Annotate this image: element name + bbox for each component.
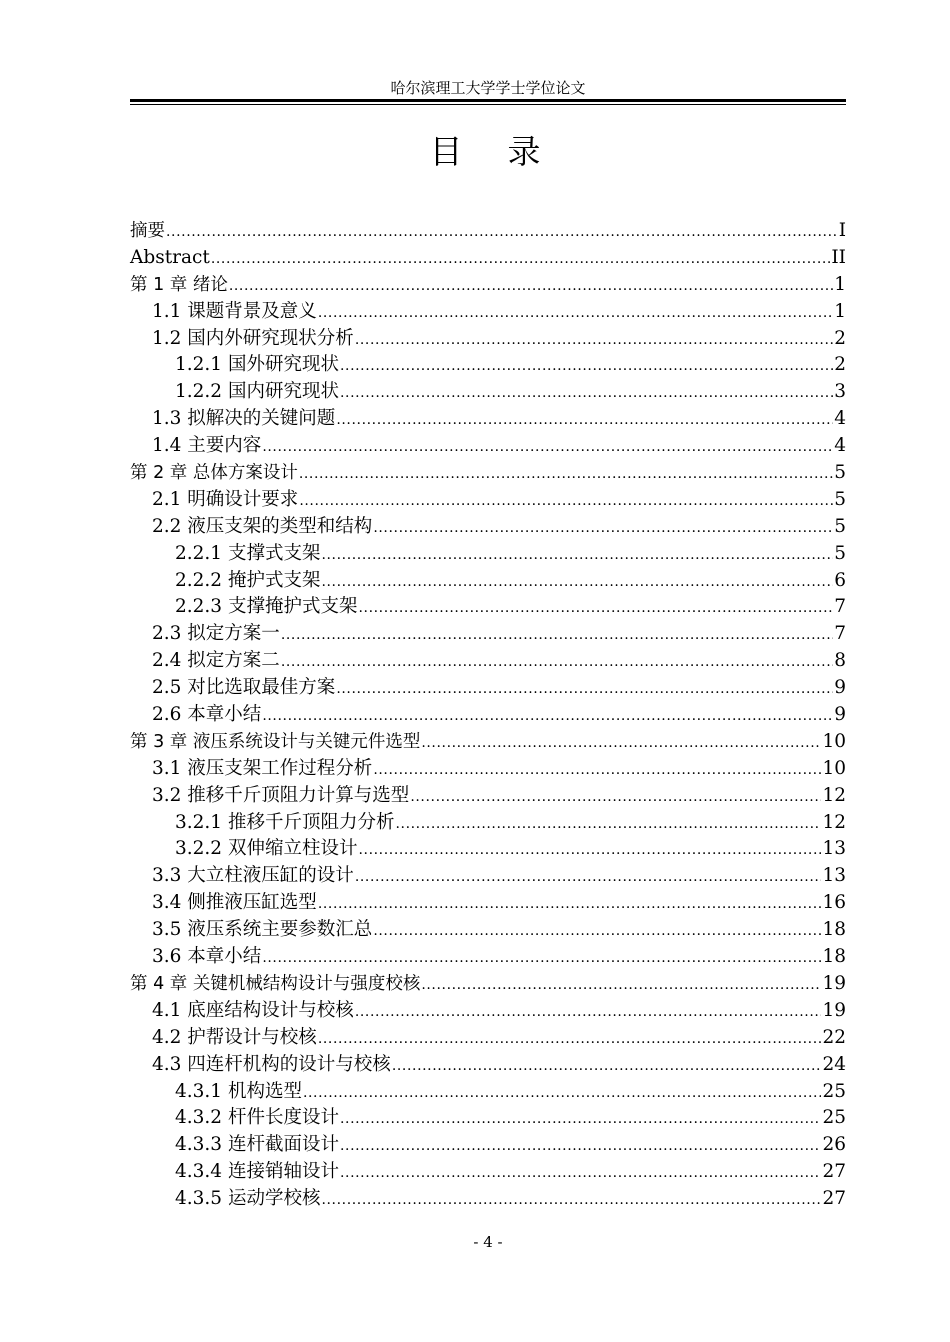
toc-dot-leader <box>358 599 833 617</box>
toc-entry[interactable] <box>130 1132 846 1159</box>
toc-entry-label: 3.3 大立柱液压缸的设计 <box>152 865 354 887</box>
toc-dot-leader <box>211 250 831 268</box>
toc-entry[interactable] <box>130 1025 846 1052</box>
toc-entry-page: 18 <box>822 946 846 968</box>
toc-entry-label: 4.2 护帮设计与校核 <box>152 1026 317 1048</box>
toc-dot-leader <box>321 546 833 564</box>
toc-entry-page: 27 <box>822 1188 846 1210</box>
toc-entry-label: 1.2.2 国内研究现状 <box>175 381 339 403</box>
toc-dot-leader <box>392 1057 822 1075</box>
toc-entry-label: 4.3.5 运动学校核 <box>175 1188 321 1210</box>
toc-dot-leader <box>340 357 833 375</box>
toc-entry-page: 9 <box>834 677 846 699</box>
toc-entry[interactable] <box>130 863 846 890</box>
toc-entry[interactable] <box>130 352 846 379</box>
toc-entry-page: 27 <box>822 1161 846 1183</box>
toc-entry[interactable] <box>130 621 846 648</box>
toc-entry-label: 4.3.1 机构选型 <box>175 1080 302 1102</box>
toc-entry-page: 26 <box>822 1134 846 1156</box>
toc-entry-page: 19 <box>822 999 846 1021</box>
toc-entry[interactable] <box>130 326 846 353</box>
toc-entry-label: 4.3.2 杆件长度设计 <box>175 1107 339 1129</box>
toc-entry-label: Abstract <box>130 246 210 268</box>
toc-dot-leader <box>299 465 833 483</box>
toc-dot-leader <box>318 895 822 913</box>
toc-entry[interactable] <box>130 756 846 783</box>
running-header: 哈尔滨理工大学学士学位论文 <box>390 79 586 97</box>
toc-entry-label: 3.2 推移千斤顶阻力计算与选型 <box>152 784 410 806</box>
toc-entry-page: 25 <box>822 1107 846 1129</box>
toc-entry-label: 3.4 侧推液压缸选型 <box>152 892 317 914</box>
header-rule-thick <box>130 99 846 102</box>
toc-entry-page: 5 <box>834 462 846 484</box>
toc-entry-label: 4.3 四连杆机构的设计与校核 <box>152 1053 391 1075</box>
toc-dot-leader <box>395 815 821 833</box>
toc-dot-leader <box>340 1137 821 1155</box>
toc-dot-leader <box>355 1003 822 1021</box>
toc-entry-label: 3.6 本章小结 <box>152 946 262 968</box>
toc-entry-label: 2.2.3 支撑掩护式支架 <box>175 596 358 618</box>
toc-dot-leader <box>262 707 833 725</box>
toc-entry-label: 1.4 主要内容 <box>152 435 262 457</box>
toc-entry-page: 3 <box>834 381 846 403</box>
toc-entry-label: 1.2 国内外研究现状分析 <box>152 327 354 349</box>
table-of-contents <box>130 218 846 1213</box>
toc-dot-leader <box>373 519 833 537</box>
toc-entry[interactable] <box>130 568 846 595</box>
toc-entry-label: 第 3 章 液压系统设计与关键元件选型 <box>130 731 421 752</box>
toc-dot-leader <box>340 384 833 402</box>
toc-entry[interactable] <box>130 1079 846 1106</box>
toc-entry-page: 9 <box>834 704 846 726</box>
toc-entry-label: 摘要 <box>130 221 165 241</box>
toc-entry-page: 8 <box>834 650 846 672</box>
toc-entry-page: 25 <box>822 1080 846 1102</box>
toc-dot-leader <box>281 626 833 644</box>
page-number: - 4 - <box>473 1233 503 1251</box>
toc-dot-leader <box>299 492 833 510</box>
toc-entry-page: 5 <box>834 488 846 510</box>
toc-dot-leader <box>355 868 822 886</box>
toc-entry[interactable] <box>130 729 846 756</box>
toc-entry-page: 6 <box>834 569 846 591</box>
toc-entry[interactable] <box>130 810 846 837</box>
toc-dot-leader <box>262 949 821 967</box>
toc-entry[interactable] <box>130 299 846 326</box>
toc-dot-leader <box>373 922 821 940</box>
toc-entry[interactable] <box>130 1186 846 1213</box>
toc-entry-label: 2.1 明确设计要求 <box>152 488 299 510</box>
toc-dot-leader <box>421 734 821 752</box>
toc-dot-leader <box>166 223 838 241</box>
toc-entry-page: 2 <box>834 327 846 349</box>
toc-entry[interactable] <box>130 460 846 487</box>
toc-entry-label: 3.1 液压支架工作过程分析 <box>152 757 373 779</box>
toc-entry-page: 4 <box>834 408 846 430</box>
toc-entry-label: 第 4 章 关键机械结构设计与强度校核 <box>130 973 421 994</box>
toc-entry-label: 1.2.1 国外研究现状 <box>175 354 339 376</box>
toc-entry-label: 2.3 拟定方案一 <box>152 623 280 645</box>
toc-entry-label: 1.3 拟解决的关键问题 <box>152 408 336 430</box>
toc-entry-page: 10 <box>822 757 846 779</box>
toc-entry-page: 2 <box>834 354 846 376</box>
toc-entry-page: 24 <box>822 1053 846 1075</box>
toc-entry[interactable] <box>130 971 846 998</box>
toc-dot-leader <box>321 1191 821 1209</box>
toc-entry-page: II <box>831 246 846 268</box>
toc-entry[interactable] <box>130 1052 846 1079</box>
toc-dot-leader <box>281 653 833 671</box>
toc-entry-label: 第 1 章 绪论 <box>130 274 228 295</box>
toc-entry-page: 12 <box>822 811 846 833</box>
toc-entry-label: 2.5 对比选取最佳方案 <box>152 677 336 699</box>
toc-entry-label: 2.2 液压支架的类型和结构 <box>152 515 373 537</box>
toc-dot-leader <box>340 1110 821 1128</box>
toc-entry-page: 10 <box>822 730 846 752</box>
toc-dot-leader <box>303 1084 822 1102</box>
toc-dot-leader <box>318 304 833 322</box>
toc-dot-leader <box>262 438 833 456</box>
toc-entry[interactable] <box>130 1159 846 1186</box>
toc-dot-leader <box>321 573 833 591</box>
toc-entry[interactable] <box>130 917 846 944</box>
toc-entry-label: 3.2.1 推移千斤顶阻力分析 <box>175 811 395 833</box>
toc-entry-page: 13 <box>822 865 846 887</box>
toc-entry-page: 4 <box>834 435 846 457</box>
toc-entry-label: 3.5 液压系统主要参数汇总 <box>152 919 373 941</box>
toc-entry-page: 13 <box>822 838 846 860</box>
toc-entry[interactable] <box>130 890 846 917</box>
toc-dot-leader <box>318 1030 822 1048</box>
toc-entry[interactable] <box>130 998 846 1025</box>
toc-dot-leader <box>355 331 833 349</box>
toc-entry[interactable] <box>130 218 846 245</box>
toc-dot-leader <box>340 1164 821 1182</box>
toc-entry-page: 5 <box>834 542 846 564</box>
toc-entry[interactable] <box>130 272 846 299</box>
toc-entry-label: 1.1 课题背景及意义 <box>152 300 317 322</box>
toc-entry-label: 3.2.2 双伸缩立柱设计 <box>175 838 358 860</box>
header-rule-thin <box>130 104 846 105</box>
toc-entry-label: 4.1 底座结构设计与校核 <box>152 999 354 1021</box>
toc-entry[interactable] <box>130 541 846 568</box>
toc-dot-leader <box>358 841 821 859</box>
toc-entry[interactable] <box>130 648 846 675</box>
toc-entry-label: 2.4 拟定方案二 <box>152 650 280 672</box>
toc-dot-leader <box>421 976 821 994</box>
toc-entry-page: 1 <box>834 273 846 295</box>
toc-entry-page: 5 <box>834 515 846 537</box>
toc-entry-label: 4.3.3 连杆截面设计 <box>175 1134 339 1156</box>
toc-entry-label: 2.2.2 掩护式支架 <box>175 569 321 591</box>
toc-dot-leader <box>373 761 821 779</box>
toc-entry-page: 12 <box>822 784 846 806</box>
toc-entry-label: 2.2.1 支撑式支架 <box>175 542 321 564</box>
toc-entry[interactable] <box>130 783 846 810</box>
toc-entry-page: 1 <box>834 300 846 322</box>
toc-entry-page: 7 <box>834 623 846 645</box>
toc-entry-page: 22 <box>822 1026 846 1048</box>
toc-entry[interactable] <box>130 675 846 702</box>
toc-dot-leader <box>229 277 833 295</box>
toc-entry-page: 19 <box>822 972 846 994</box>
toc-entry[interactable] <box>130 245 846 272</box>
toc-entry[interactable] <box>130 487 846 514</box>
toc-entry[interactable] <box>130 379 846 406</box>
toc-dot-leader <box>336 411 833 429</box>
toc-entry-page: I <box>838 220 846 241</box>
toc-entry-page: 16 <box>822 892 846 914</box>
toc-entry[interactable] <box>130 406 846 433</box>
toc-entry[interactable] <box>130 594 846 621</box>
toc-entry-page: 18 <box>822 919 846 941</box>
toc-entry-label: 第 2 章 总体方案设计 <box>130 463 298 484</box>
toc-dot-leader <box>336 680 833 698</box>
toc-entry[interactable] <box>130 514 846 541</box>
toc-entry-label: 2.6 本章小结 <box>152 704 262 726</box>
toc-dot-leader <box>410 788 821 806</box>
toc-entry[interactable] <box>130 1105 846 1132</box>
toc-entry[interactable] <box>130 836 846 863</box>
toc-entry[interactable] <box>130 944 846 971</box>
toc-title: 目 录 <box>429 132 547 171</box>
toc-entry-page: 7 <box>834 596 846 618</box>
toc-entry[interactable] <box>130 702 846 729</box>
toc-entry-label: 4.3.4 连接销轴设计 <box>175 1161 339 1183</box>
toc-entry[interactable] <box>130 433 846 460</box>
